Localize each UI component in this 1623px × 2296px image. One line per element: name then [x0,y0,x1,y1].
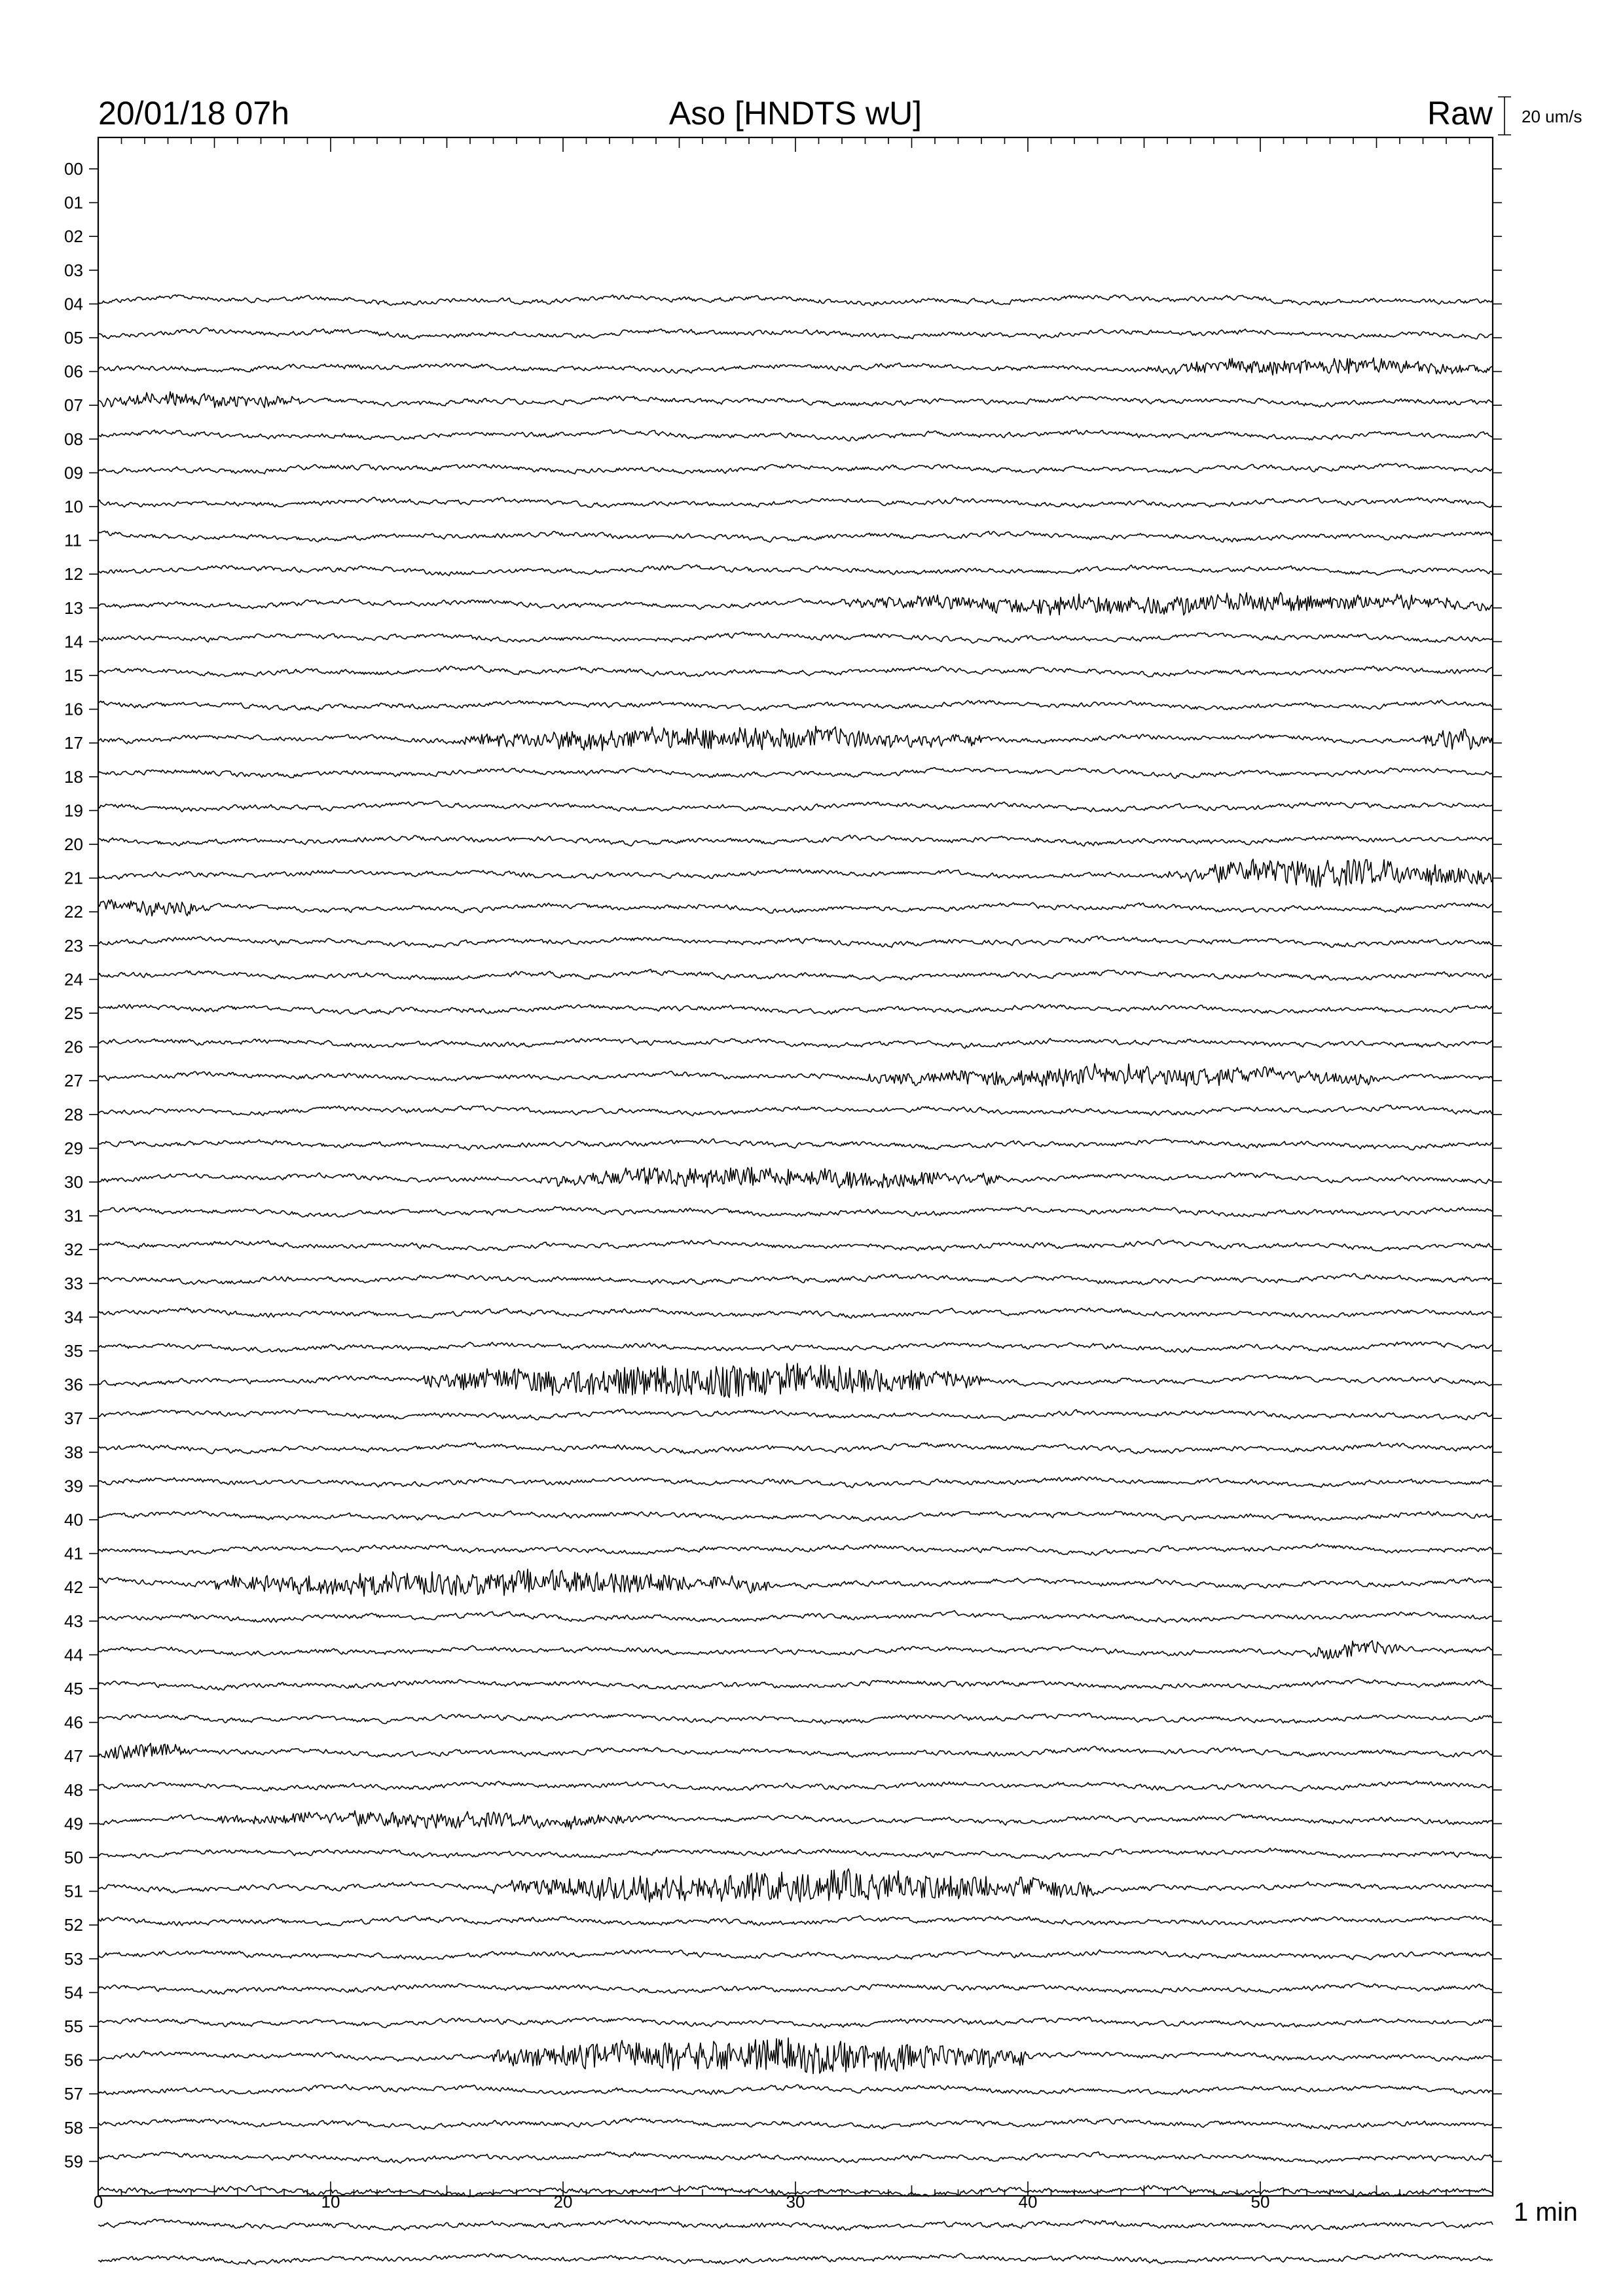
row-label: 41 [64,1543,83,1564]
row-label: 00 [64,159,83,179]
row-label: 45 [64,1679,83,1698]
seismic-trace [98,1848,1493,1859]
row-label: 36 [64,1374,83,1395]
row-label: 58 [64,2117,83,2138]
row-label: 13 [64,598,83,618]
row-label: 14 [64,632,83,652]
seismic-trace [98,900,1493,916]
top-minute-ticks [98,137,1493,152]
seismic-trace [98,801,1493,812]
seismic-trace [98,859,1493,888]
datetime-label: 20/01/18 07h [98,95,289,132]
seismic-trace [98,1950,1493,1960]
row-label: 57 [64,2084,83,2104]
row-label: 31 [64,1206,83,1226]
row-label: 56 [64,2050,83,2070]
row-label: 22 [64,902,83,922]
seismic-trace [98,1569,1493,1596]
seismic-trace [98,1869,1493,1902]
row-label: 25 [64,1003,83,1023]
seismic-trace [98,1064,1493,1086]
seismic-trace [98,2253,1493,2265]
seismic-trace [98,2038,1493,2074]
x-tick-label: 30 [786,2192,805,2212]
row-label: 59 [64,2151,83,2172]
row-label: 53 [64,1948,83,1969]
x-unit-label: 1 min [1514,2198,1578,2227]
seismic-trace [98,1038,1493,1049]
seismic-trace [98,2017,1493,2028]
row-label: 29 [64,1138,83,1158]
seismic-trace [98,1744,1493,1759]
seismic-trace [98,1105,1493,1116]
row-label: 04 [64,294,83,314]
seismic-trace [98,1916,1493,1926]
scale-label: 20 um/s [1522,107,1582,126]
seismic-trace [98,1168,1493,1189]
mode-label: Raw [1427,95,1493,132]
row-label: 44 [64,1645,83,1665]
seismic-trace [98,1781,1493,1791]
seismic-trace [98,1679,1493,1690]
row-label: 32 [64,1240,83,1260]
seismic-trace [98,1477,1493,1488]
row-label: 43 [64,1611,83,1631]
row-label: 33 [64,1273,83,1293]
seismic-trace [98,463,1493,474]
seismic-trace [98,1342,1493,1352]
row-label: 06 [64,361,83,382]
row-label: 03 [64,260,83,280]
seismic-trace [98,391,1493,407]
seismic-trace [98,328,1493,339]
row-label: 38 [64,1442,83,1462]
row-label: 40 [64,1510,83,1530]
row-label: 10 [64,497,83,516]
row-label: 28 [64,1104,83,1124]
station-title: Aso [HNDTS wU] [668,95,922,132]
seismic-trace [98,835,1493,846]
row-label: 23 [64,935,83,956]
seismic-trace [98,358,1493,375]
row-label: 48 [64,1780,83,1800]
row-labels [64,159,83,2171]
seismic-trace [98,565,1493,576]
seismic-trace [98,700,1493,711]
seismic-trace [98,497,1493,508]
row-label: 27 [64,1071,83,1091]
row-label: 08 [64,429,83,449]
row-label: 18 [64,766,83,787]
row-label: 11 [64,530,82,550]
seismic-trace [98,1409,1493,1420]
row-label: 26 [64,1037,83,1057]
row-label: 15 [64,666,83,685]
row-label: 17 [64,733,83,753]
row-label: 20 [64,834,83,854]
seismic-trace [98,969,1493,981]
row-label: 02 [64,226,83,247]
row-label: 50 [64,1848,83,1867]
row-label: 09 [64,463,83,483]
seismic-trace [98,1611,1493,1623]
row-label: 52 [64,1915,83,1935]
seismic-trace [98,666,1493,677]
seismic-traces [98,295,1493,2265]
x-tick-label: 0 [93,2192,103,2212]
amplitude-scale-bar [1498,97,1582,135]
seismic-trace [98,2085,1493,2095]
seismic-trace [98,430,1493,441]
row-label: 42 [64,1577,83,1598]
seismic-trace [98,1274,1493,1285]
seismic-trace [98,1443,1493,1454]
row-label: 30 [64,1172,83,1192]
row-label: 51 [64,1881,83,1901]
seismic-trace [98,1511,1493,1521]
row-label: 54 [64,1982,83,2003]
seismic-trace [98,936,1493,947]
seismic-trace [98,531,1493,542]
row-label: 16 [64,699,83,719]
seismic-trace [98,1240,1493,1251]
seismic-trace [98,2152,1493,2164]
row-label: 46 [64,1712,83,1732]
seismic-trace [98,1308,1493,1318]
row-label: 34 [64,1307,83,1327]
seismic-trace [98,295,1493,306]
row-label: 21 [64,868,83,888]
row-label: 47 [64,1746,83,1767]
row-label: 39 [64,1476,83,1496]
row-label: 12 [64,564,83,584]
x-tick-label: 20 [553,2192,573,2212]
x-tick-labels [94,2192,1270,2212]
row-label: 55 [64,2017,83,2036]
seismic-trace [98,632,1493,643]
seismic-trace [98,1983,1493,1994]
seismic-trace [98,1811,1493,1829]
x-tick-label: 50 [1250,2192,1270,2212]
seismic-trace [98,1713,1493,1724]
row-label: 07 [64,395,83,416]
row-label: 19 [64,800,83,821]
row-label: 49 [64,1814,83,1834]
row-label: 24 [64,969,83,990]
seismic-trace [98,1207,1493,1217]
row-label: 37 [64,1408,83,1429]
x-tick-label: 10 [321,2192,340,2212]
seismic-trace [98,768,1493,778]
seismic-trace [98,2219,1493,2231]
row-label: 01 [64,192,83,213]
seismic-trace [98,726,1493,751]
seismic-trace [98,592,1493,615]
seismic-trace [98,2118,1493,2129]
seismic-trace [98,1641,1493,1659]
row-label: 35 [64,1341,83,1361]
seismic-trace [98,1004,1493,1014]
row-label: 05 [64,328,83,348]
x-tick-label: 40 [1018,2192,1038,2212]
seismic-trace [98,1544,1493,1556]
seismic-trace [98,1139,1493,1151]
seismic-trace [98,1363,1493,1397]
